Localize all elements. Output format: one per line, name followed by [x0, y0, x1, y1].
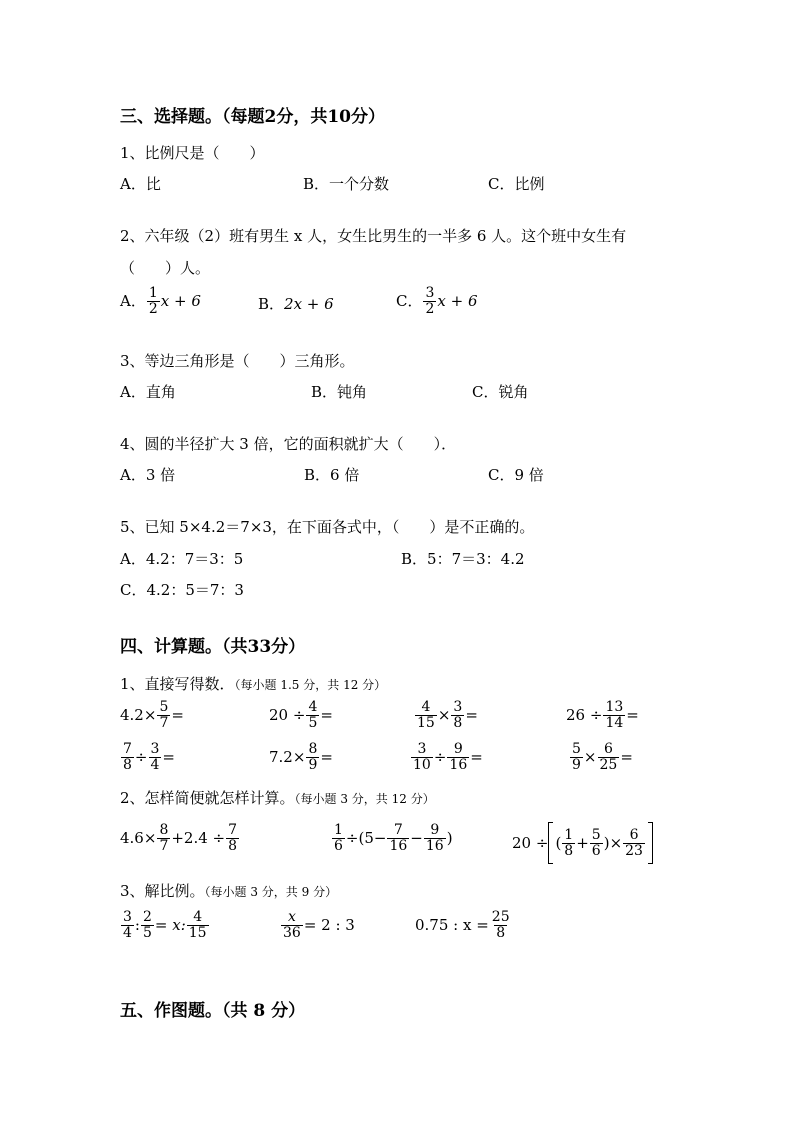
part-note: （每小题 3 分，共 9 分）: [204, 885, 338, 899]
q2-option-a: [120, 286, 201, 316]
fraction: 1 8: [564, 826, 574, 859]
fraction: $\frac{6}{25}$: [599, 741, 618, 773]
fraction: 3 4: [123, 909, 132, 941]
q3-option-c: C．锐角: [472, 383, 529, 401]
part-2-heading: [120, 791, 435, 806]
fraction: $\frac{7}{16}$: [389, 822, 408, 854]
q3-option-a: A．直角: [120, 383, 176, 401]
part-label: 3、解比例。: [120, 882, 205, 900]
proportion-3: 0.75 : x = $\frac{25}{8}$: [415, 909, 510, 941]
q4-option-a: A．3 倍: [120, 466, 176, 484]
part-3-heading: [120, 884, 337, 899]
q5-option-c: C．4.2：5＝7：3: [120, 581, 244, 599]
expression: 2x + 6: [284, 295, 334, 313]
fraction: $\frac{5}{6}$: [591, 826, 601, 859]
q5-option-b: B．5：7＝3：4.2: [401, 550, 525, 568]
part-label: 1、直接写得数．: [120, 675, 235, 693]
section-5-title: 五、作图题。（共 8 分）: [120, 1001, 306, 1021]
quick-calc-3: $\frac{4}{15}$ × $\frac{3}{8}$ =: [417, 699, 478, 731]
part-note: （每小题 1.5 分，共 12 分）: [234, 678, 387, 692]
q1-stem: 1、比例尺是（ ）: [120, 144, 265, 162]
quick-calc-5: $\frac{7}{8}$ ÷ $\frac{3}{4}$ =: [123, 741, 175, 773]
section-3-title: 三、选择题。（每题2分，共10分）: [120, 107, 385, 127]
simplify-calc-2: $\frac{1}{6}$ ÷(5− $\frac{7}{16}$ − $\frac{9}{16}$ ): [334, 822, 453, 854]
proportion-2: $\frac{x}{36}$ = 2 : 3: [283, 909, 355, 941]
fraction: $\frac{5}{9}$: [572, 741, 581, 773]
section-4-title: 四、计算题。（共33分）: [120, 637, 306, 657]
proportion-1: 3 4 : $\frac{2}{5}$ = x: 4 15: [123, 909, 207, 941]
part-label: 2、怎样简便就怎样计算。: [120, 789, 295, 807]
fraction: $\frac{3}{10}$: [413, 741, 431, 773]
fraction: $\frac{13}{14}$: [605, 699, 624, 731]
fraction: $\frac{3}{8}$: [453, 699, 463, 731]
q1-option-b: B．一个分数: [303, 175, 390, 193]
quick-calc-7: $\frac{3}{10}$ ÷ $\frac{9}{16}$ =: [413, 741, 483, 773]
q1-option-c: C．比例: [488, 175, 545, 193]
q5-stem: 5、已知 5×4.2＝7×3，在下面各式中，（ ）是不正确的。: [120, 518, 535, 536]
part-1-heading: [120, 677, 386, 692]
q2-stem-line2: （ ）人。: [120, 259, 211, 277]
fraction: $\frac{9}{16}$: [449, 741, 468, 773]
option-label: C．: [396, 291, 423, 310]
q2-option-b: [258, 297, 334, 312]
fraction: 4 15: [188, 909, 207, 941]
fraction: $\frac{7}{8}$: [228, 822, 238, 854]
simplify-calc-3: 20 ÷ ( 1 8 + $\frac{5}{6}$ )× $\frac{6}{23}$: [512, 822, 653, 864]
q4-stem: 4、圆的半径扩大 3 倍，它的面积就扩大（ ）．: [120, 435, 457, 453]
option-label: B．: [258, 295, 285, 313]
q1-option-a: A．比: [120, 175, 161, 193]
q2-stem-line1: 2、六年级（2）班有男生 x 人，女生比男生的一半多 6 人。这个班中女生有: [120, 227, 627, 245]
fraction: $\frac{4}{15}$: [417, 699, 435, 731]
fraction: $\frac{x}{36}$: [283, 909, 301, 941]
q4-option-b: B．6 倍: [304, 466, 360, 484]
option-label: A．: [120, 291, 146, 310]
fraction: $\frac{7}{8}$: [123, 741, 132, 773]
q5-option-a: A．4.2：7＝3：5: [120, 550, 244, 568]
right-bracket: [648, 822, 653, 864]
fraction: $\frac{6}{23}$: [625, 826, 643, 859]
fraction: 3 2: [425, 285, 435, 317]
quick-calc-8: $\frac{5}{9}$ × $\frac{6}{25}$ =: [572, 741, 633, 773]
fraction: $\frac{25}{8}$: [491, 909, 510, 941]
left-bracket: [548, 822, 553, 864]
q2-option-c: [396, 286, 478, 316]
quick-calc-1: 4.2× $\frac{5}{7}$ =: [120, 699, 184, 731]
fraction: $\frac{1}{6}$: [334, 822, 343, 854]
fraction: $\frac{2}{5}$: [142, 909, 152, 941]
quick-calc-6: 7.2× $\frac{8}{9}$ =: [269, 741, 333, 773]
q3-stem: 3、等边三角形是（ ）三角形。: [120, 352, 355, 370]
fraction: 1 2: [148, 285, 158, 317]
fraction: $\frac{5}{7}$: [159, 699, 169, 731]
fraction: $\frac{4}{5}$: [308, 699, 318, 731]
q3-option-b: B．钝角: [311, 383, 368, 401]
fraction: $\frac{9}{16}$: [425, 822, 444, 854]
simplify-calc-1: 4.6× $\frac{8}{7}$ +2.4 ÷ $\frac{7}{8}$: [120, 822, 238, 854]
part-note: （每小题 3 分，共 12 分）: [294, 792, 435, 806]
q4-option-c: C．9 倍: [488, 466, 544, 484]
fraction: $\frac{3}{4}$: [150, 741, 160, 773]
quick-calc-4: 26 ÷ $\frac{13}{14}$ =: [566, 699, 639, 731]
fraction: $\frac{8}{9}$: [308, 741, 318, 773]
expression: x + 6: [437, 291, 478, 310]
fraction: $\frac{8}{7}$: [159, 822, 169, 854]
expression: x + 6: [160, 291, 201, 310]
quick-calc-2: 20 ÷ $\frac{4}{5}$ =: [269, 699, 333, 731]
